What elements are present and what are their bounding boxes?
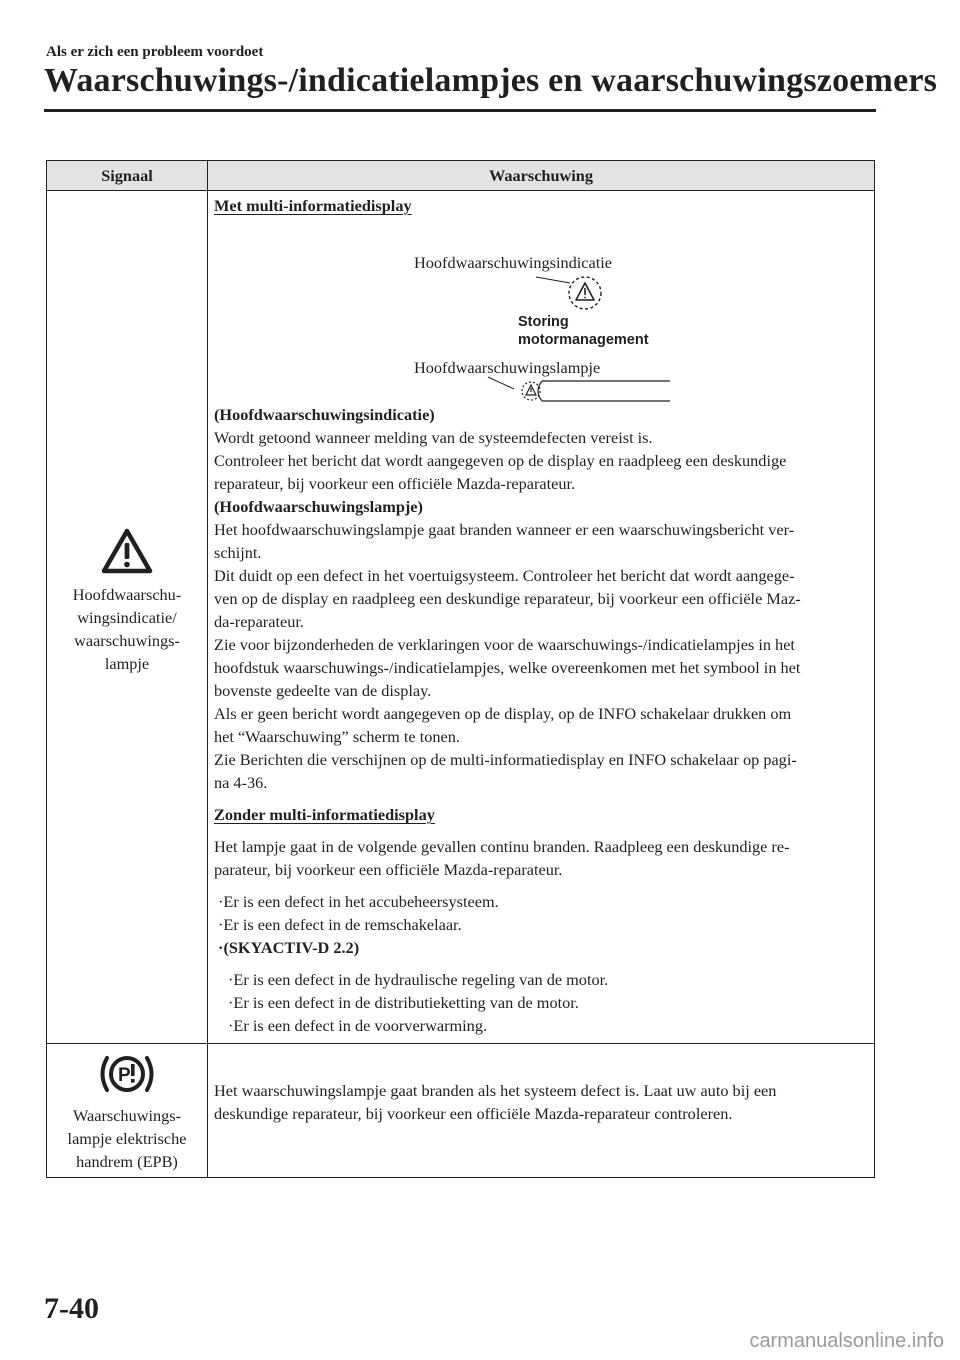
sub-bullet-item: ·Er is een defect in de voorverwarming. bbox=[228, 1016, 488, 1035]
signal-cell-epb bbox=[47, 1044, 208, 1178]
col-signal-header: Signaal bbox=[47, 161, 208, 191]
body-line: Het waarschuwingslampje gaat branden als het systeem defect is. Laat uw auto bij een bbox=[214, 1081, 777, 1100]
title-rule bbox=[44, 109, 876, 112]
lamp-callout-label: Hoofdwaarschuwingslampje bbox=[414, 358, 601, 377]
page-number: 7-40 bbox=[44, 1292, 99, 1325]
lamp-paragraph-heading: (Hoofdwaarschuwingslampje) bbox=[214, 497, 423, 516]
body-line: het “Waarschuwing” scherm te tonen. bbox=[214, 727, 460, 746]
body-line: Zie Berichten die verschijnen op de multi-informatiedisplay en INFO schakelaar op pagi- bbox=[214, 750, 797, 769]
display-message bbox=[518, 313, 649, 349]
body-line: parateur, bij voorkeur een officiële Mazda-reparateur. bbox=[214, 860, 563, 879]
warning-cell-main-warning bbox=[208, 191, 875, 1044]
display-diagram bbox=[214, 217, 870, 403]
warning-cell-epb bbox=[208, 1044, 875, 1178]
body-line: ven op de display en raadpleeg een deskundige reparateur, bij voorkeur een officiële Maz- bbox=[214, 589, 801, 608]
display-message-line: motormanagement bbox=[518, 332, 649, 348]
with-display-title: Met multi-informatiedisplay bbox=[214, 196, 412, 215]
body-line: schijnt. bbox=[214, 543, 262, 562]
sub-bullet-item: ·Er is een defect in de hydraulische regeling van de motor. bbox=[228, 970, 609, 989]
body-line: da-reparateur. bbox=[214, 612, 304, 631]
body-line: reparateur, bij voorkeur een officiële Mazda-reparateur. bbox=[214, 474, 576, 493]
signal-label-line: Waarschuwings- bbox=[72, 1106, 182, 1125]
bullet-icon: · bbox=[228, 1016, 234, 1035]
bullet-item: ·Er is een defect in het accubeheersysteem. bbox=[218, 892, 499, 911]
parking-brake-warning-icon bbox=[95, 1050, 159, 1098]
table-row bbox=[47, 1044, 875, 1178]
signal-label-line: wingsindicatie/ bbox=[77, 608, 177, 627]
without-display-title: Zonder multi-informatiedisplay bbox=[214, 805, 435, 824]
table-row bbox=[47, 191, 875, 1044]
indicator-paragraph-heading: (Hoofdwaarschuwingsindicatie) bbox=[214, 405, 435, 424]
display-message-line: Storing bbox=[518, 314, 569, 330]
bullet-icon: · bbox=[218, 892, 224, 911]
col-warning-header: Waarschuwing bbox=[208, 161, 875, 191]
body-line: deskundige reparateur, bij voorkeur een officiële Mazda-reparateur controleren. bbox=[214, 1104, 733, 1123]
dashed-warning-lamp-icon bbox=[520, 380, 544, 402]
chapter-title: Waarschuwings-/indicatielampjes en waarschuwingszoemers bbox=[44, 62, 938, 99]
body-line: Het lampje gaat in de volgende gevallen continu branden. Raadpleeg een deskundige re- bbox=[214, 837, 790, 856]
body-line: na 4-36. bbox=[214, 773, 268, 792]
dashed-warning-indicator-icon bbox=[566, 275, 606, 311]
bullet-icon: · bbox=[228, 970, 234, 989]
lamp-callout-graphic bbox=[484, 375, 674, 405]
signal-label-line: waarschuwings- bbox=[74, 631, 180, 650]
signal-label-line: Hoofdwaarschu- bbox=[72, 585, 182, 604]
signal-label-line: lampje bbox=[104, 654, 150, 673]
body-line: Zie voor bijzonderheden de verklaringen voor de waarschuwings-/indicatielampjes in het bbox=[214, 635, 795, 654]
indicator-callout-label: Hoofdwaarschuwingsindicatie bbox=[414, 253, 613, 272]
table-header-row bbox=[47, 161, 875, 191]
bullet-icon: · bbox=[218, 938, 224, 957]
section-label: Als er zich een probleem voordoet bbox=[46, 44, 264, 60]
signal-cell-main-warning bbox=[47, 191, 208, 1044]
body-line: Dit duidt op een defect in het voertuigsysteem. Controleer het bericht dat wordt aangege- bbox=[214, 566, 795, 585]
signal-label-line: lampje elektrische bbox=[67, 1129, 187, 1148]
body-line: bovenste gedeelte van de display. bbox=[214, 681, 432, 700]
body-line: Wordt getoond wanneer melding van de systeemdefecten vereist is. bbox=[214, 428, 653, 447]
bullet-item: ·Er is een defect in de remschakelaar. bbox=[218, 915, 462, 934]
body-line: hoofdstuk waarschuwings-/indicatielampjes, welke overeenkomen met het symbool in het bbox=[214, 658, 801, 677]
bullet-icon: · bbox=[218, 915, 224, 934]
warning-table bbox=[46, 160, 875, 1178]
warning-triangle-icon bbox=[100, 527, 154, 575]
body-line: Als er geen bericht wordt aangegeven op de display, op de INFO schakelaar drukken om bbox=[214, 704, 792, 723]
body-line: Het hoofdwaarschuwingslampje gaat branden wanneer er een waarschuwingsbericht ver- bbox=[214, 520, 795, 539]
svg-text:P: P bbox=[118, 1065, 131, 1086]
bullet-item: ·(SKYACTIV-D 2.2) bbox=[218, 938, 360, 957]
watermark: carmanualsonline.info bbox=[749, 1330, 944, 1352]
sub-bullet-item: ·Er is een defect in de distributieketting van de motor. bbox=[228, 993, 579, 1012]
signal-label-line: handrem (EPB) bbox=[76, 1152, 178, 1171]
bullet-icon: · bbox=[228, 993, 234, 1012]
body-line: Controleer het bericht dat wordt aangegeven op de display en raadpleeg een deskundige bbox=[214, 451, 787, 470]
